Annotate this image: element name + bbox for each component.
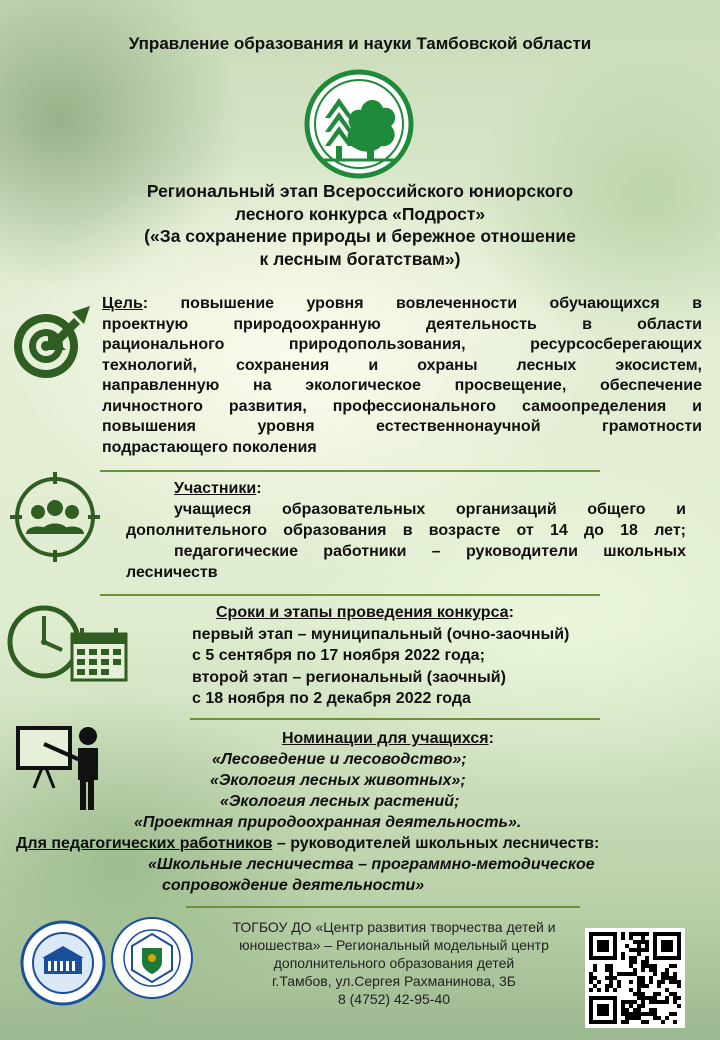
teachers-heading: Для педагогических работников – руководителей школьных лесничеств: [16,835,600,852]
contact-block [204,918,584,1008]
nominations-heading: Номинации для учащихся: [282,730,494,747]
contact-line: юношества» – Региональный модельный центр [239,937,549,953]
contact-line: ТОГБОУ ДО «Центр развития творчества детей и [232,919,556,935]
nomination-item: «Экология лесных животных»; [210,772,466,789]
nomination-item: «Лесоведение и лесоводство»; [212,751,467,768]
participants-text [126,478,686,583]
contest-title-line: лесного конкурса «Подрост» [234,203,486,224]
people-group-icon [10,472,100,562]
contact-phone: 8 (4752) 42-95-40 [337,991,451,1007]
contact-line: дополнительного образования детей [273,955,515,971]
dates-line: с 18 ноября по 2 декабря 2022 года [192,690,471,707]
target-arrow-icon [8,302,96,382]
nomination-item: «Экология лесных растений; [220,793,460,810]
contest-title-line: к лесным богатствам») [259,248,461,269]
contest-title [40,180,680,270]
forest-tree-logo [303,68,415,180]
dates-heading: Сроки и этапы проведения конкурса: [216,604,514,621]
goal-text [102,294,702,458]
separator [190,718,600,720]
participants-line: учащиеся образовательных организаций общего и [174,501,686,518]
contact-line: г.Тамбов, ул.Сергея Рахманинова, 3Б [272,973,516,989]
separator [100,470,600,472]
qr-code-icon[interactable] [585,928,685,1028]
participants-line: педагогические работники – руководители школьных [174,543,686,560]
goal-line-first: Цель: повышение уровня вовлеченности обучающихся в [102,295,702,312]
goal-line: технологий, сохранения и охраны лесных экосистем, [102,356,702,374]
goal-label: Цель [102,295,143,312]
participants-line: лесничеств [126,564,218,581]
center-emblem-icon [20,920,106,1006]
separator [100,594,600,596]
nominations-text [16,728,716,896]
goal-line: повышения уровня естественнонаучной грамотности [102,418,702,435]
participants-line: дополнительного образования в возрасте от 14 до 18 лет; [126,522,686,539]
separator [186,906,580,908]
goal-line: проектную природоохранную деятельность в области [102,315,702,333]
participants-heading: Участники: [174,480,262,497]
goal-line: личностного развития, профессионального самоопределения и [102,397,702,415]
goal-line: подрастающего поколения [102,438,317,456]
dates-line: первый этап – муниципальный (очно-заочный) [192,625,570,643]
clock-calendar-icon [6,600,132,688]
nomination-item: «Проектная природоохранная деятельность». [134,814,522,831]
org-header: Управление образования и науки Тамбовской области [128,34,592,53]
teachers-nomination-line: сопровождение деятельности» [162,877,425,894]
contest-title-line: Региональный этап Всероссийского юниорского [146,181,574,201]
goal-line: рационального природопользования, ресурсосберегающих [102,336,702,353]
teachers-nomination-line: «Школьные лесничества – программно-методическое [148,856,595,873]
dates-line: с 5 сентября по 17 ноября 2022 года; [192,647,485,664]
goal-line: направленную на экологическое просвещение, обеспечение [102,377,702,394]
regional-center-emblem-icon [110,916,194,1000]
dates-line: второй этап – региональный (заочный) [192,668,506,686]
contest-title-line: («За сохранение природы и бережное отношение [144,226,576,246]
dates-text [192,602,692,710]
